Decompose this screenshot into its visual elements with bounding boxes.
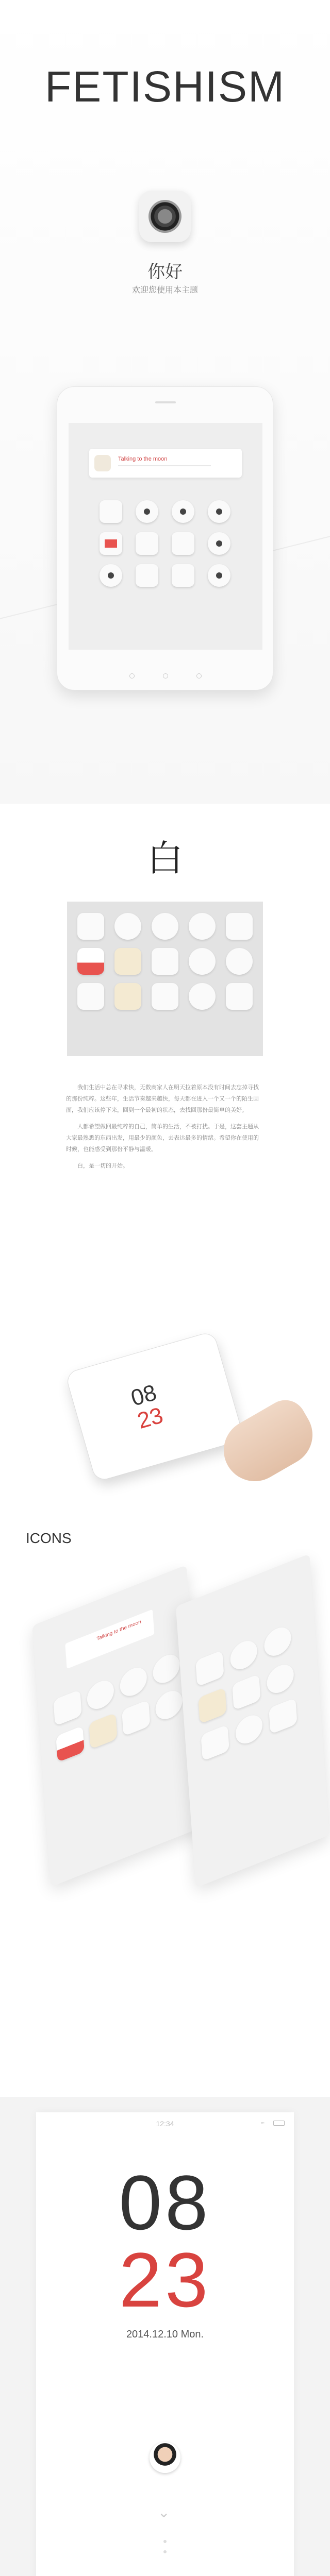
icon-showcase-panel	[67, 902, 263, 1056]
notification-divider	[118, 465, 211, 466]
cloud-icon	[226, 948, 253, 975]
bai-section	[0, 804, 330, 1515]
greeting-subtitle: 欢迎您使用本主题	[131, 286, 198, 295]
calendar-icon	[56, 1725, 85, 1762]
mail-icon	[114, 983, 141, 1010]
intro-text	[66, 1082, 264, 1177]
gamepad-icon	[235, 1711, 263, 1748]
bag-icon	[77, 983, 104, 1010]
calculator-icon	[77, 913, 104, 940]
camera-icon	[119, 1664, 148, 1700]
clock-hour: 08	[119, 2159, 211, 2246]
gamepad-icon	[189, 983, 216, 1010]
message-icon	[152, 948, 178, 975]
wifi-icon: ≈	[261, 2120, 265, 2127]
back-key[interactable]	[129, 673, 135, 679]
mail-icon	[195, 1650, 224, 1687]
notes-icon	[114, 948, 141, 975]
notification-card	[65, 1609, 154, 1669]
phone-screen	[69, 423, 262, 650]
notification-text: Talking to the moon	[118, 456, 168, 462]
greeting-text: 你好	[147, 262, 183, 282]
intro-paragraph-3: 白，是一切的开始。	[77, 1163, 128, 1169]
compass-icon	[189, 913, 216, 940]
store-icon[interactable]	[172, 564, 194, 587]
lockscreen-section	[0, 2097, 330, 2576]
intro-paragraph-2: 人都希望做回最纯粹的自己，简单的生活，不被打扰。于是，这套主题从大家最熟悉的东西出发，用最少的颜色，去表达最多的情绪。希望你在使用的时候，也能感受到那份平静与温暖。	[66, 1124, 259, 1153]
weather-icon	[189, 948, 216, 975]
hero-section	[0, 0, 330, 804]
calendar-icon[interactable]	[100, 532, 122, 555]
perspective-screen-right	[176, 1554, 329, 1888]
notification-card[interactable]	[89, 449, 242, 478]
weather-icon	[266, 1660, 295, 1697]
theme-app-icon[interactable]	[139, 191, 191, 242]
camera-icon[interactable]	[172, 500, 194, 523]
icons-heading: ICONS	[26, 1530, 72, 1546]
settings-icon	[152, 1651, 181, 1687]
browser-icon[interactable]	[208, 564, 230, 587]
messages-icon[interactable]	[172, 532, 194, 555]
phone-mockup	[57, 386, 273, 690]
book-icon	[226, 983, 253, 1010]
clock-icon[interactable]	[136, 500, 158, 523]
status-time: 12:34	[156, 2120, 174, 2128]
mock-minute: 23	[135, 1402, 166, 1434]
record-icon	[114, 913, 141, 940]
lens-icon	[148, 200, 182, 233]
handheld-phone-mockup	[64, 1331, 244, 1482]
clock-minute: 23	[119, 2236, 211, 2323]
chevron-down-icon[interactable]: ⌄	[158, 2504, 170, 2520]
store-icon	[269, 1698, 298, 1734]
home-key[interactable]	[163, 673, 168, 679]
contacts-icon[interactable]	[100, 500, 122, 523]
weather-icon	[155, 1687, 184, 1723]
perspective-icon-grid	[53, 1652, 179, 1762]
contacts-icon	[53, 1689, 82, 1726]
unlock-dot	[163, 2550, 167, 2553]
pie-icon	[152, 983, 178, 1010]
clock-icon	[86, 1676, 115, 1713]
notes-icon[interactable]	[136, 532, 158, 555]
settings-icon	[263, 1623, 292, 1660]
tray-icon	[226, 913, 253, 940]
section-heading: 白	[147, 837, 183, 879]
music-icon[interactable]	[100, 564, 122, 587]
calendar-icon	[77, 948, 104, 975]
settings-icon[interactable]	[208, 500, 230, 523]
camera-icon	[152, 913, 178, 940]
earpiece	[155, 401, 176, 403]
lockscreen	[36, 2112, 294, 2576]
menu-key[interactable]	[196, 673, 202, 679]
notification-text: Talking to the moon	[96, 1619, 142, 1642]
messages-icon	[122, 1700, 151, 1736]
showcase-icon-grid	[77, 913, 253, 1010]
intro-paragraph-1: 我们生活中总在寻求快，无数商家人在明天拉着原本没有时间去忘掉寻找的那份纯粹。这些年，生活节奏越来越快，每天都在进入一个又一个的陌生画面，我们应该停下来，回到一个最初的状态，去找回那份最简单的美好。	[66, 1084, 259, 1113]
notes-icon	[89, 1713, 118, 1749]
clock-date: 2014.12.10 Mon.	[126, 2329, 204, 2340]
notes-icon	[198, 1687, 227, 1724]
battery-icon	[273, 2121, 285, 2126]
unlock-dot	[163, 2540, 167, 2543]
record-icon	[229, 1637, 258, 1673]
weather-icon[interactable]	[208, 532, 230, 555]
avatar[interactable]	[150, 2442, 180, 2473]
icons-section	[0, 1515, 330, 2097]
gallery-icon[interactable]	[136, 564, 158, 587]
notification-app-icon	[94, 455, 111, 471]
book-icon	[201, 1724, 229, 1761]
perspective-icon-grid-right	[195, 1625, 293, 1761]
gallery-icon	[232, 1674, 261, 1710]
home-icon-grid	[100, 500, 234, 587]
brand-title: FETISHISM	[44, 62, 285, 111]
mock-hour: 08	[128, 1380, 160, 1411]
